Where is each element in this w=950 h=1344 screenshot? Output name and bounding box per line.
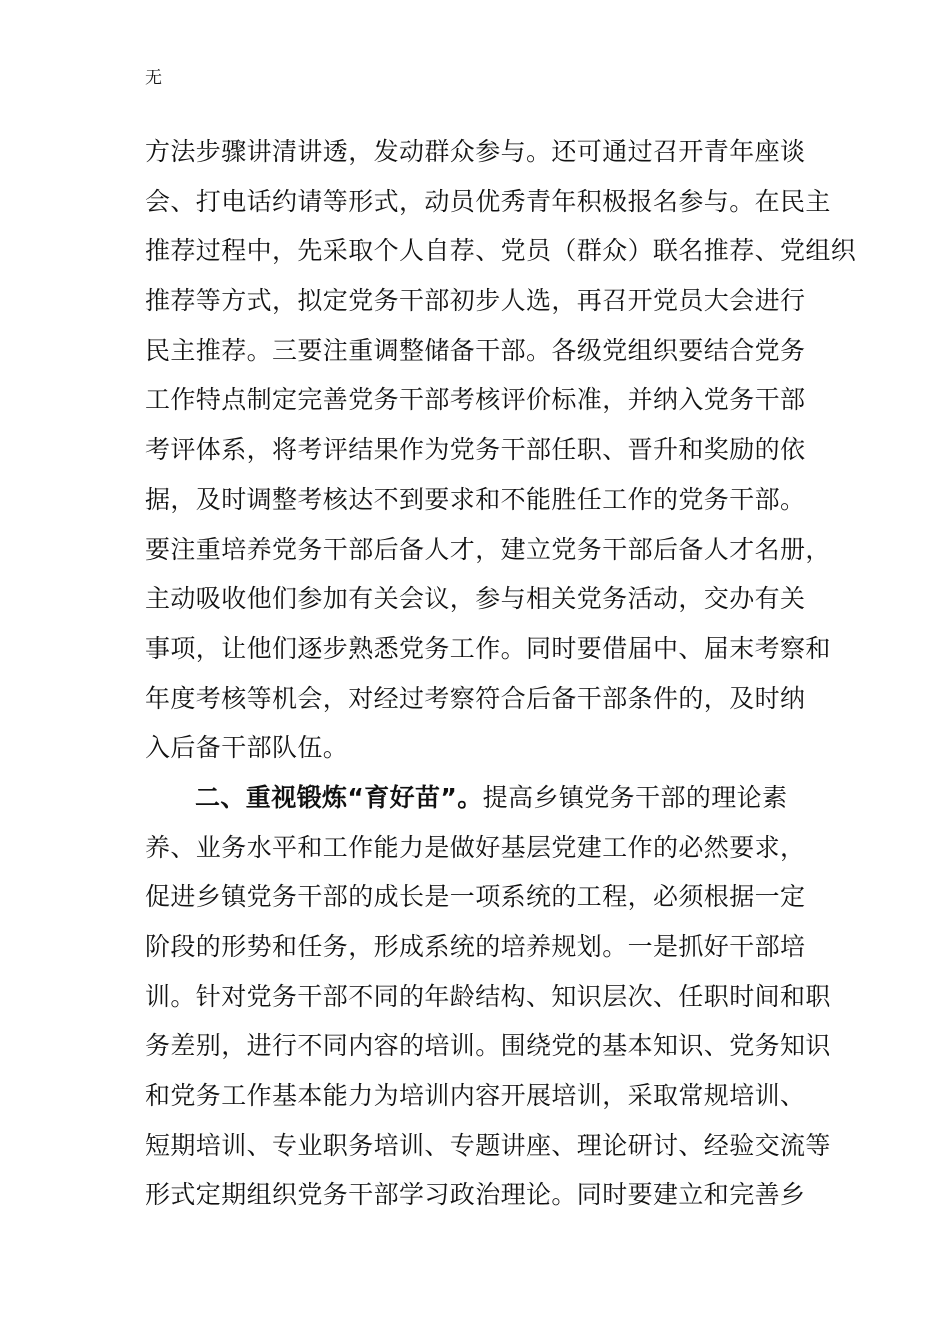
text-line: 形式定期组织党务干部学习政治理论。同时要建立和完善乡 <box>145 1180 806 1210</box>
text-line: 短期培训、专业职务培训、专题讲座、理论研讨、经验交流等 <box>145 1130 831 1160</box>
text-line: 民主推荐。三要注重调整储备干部。各级党组织要结合党务 <box>145 335 806 365</box>
text-line: 和党务工作基本能力为培训内容开展培训，采取常规培训、 <box>145 1081 806 1111</box>
text-line: 入后备干部队伍。 <box>145 733 349 763</box>
text-line: 务差别，进行不同内容的培训。围绕党的基本知识、党务知识 <box>145 1031 831 1061</box>
document-body <box>145 127 857 1220</box>
text-line: 推荐过程中，先采取个人自荐、党员（群众）联名推荐、党组织 <box>145 236 857 266</box>
text-line: 考评体系，将考评结果作为党务干部任职、晋升和奖励的依 <box>145 435 806 465</box>
text-line: 促进乡镇党务干部的成长是一项系统的工程，必须根据一定 <box>145 882 806 912</box>
text-line: 年度考核等机会，对经过考察符合后备干部条件的，及时纳 <box>145 683 806 713</box>
text-line: 养、业务水平和工作能力是做好基层党建工作的必然要求， <box>145 832 806 862</box>
text-line: 事项，让他们逐步熟悉党务工作。同时要借届中、届末考察和 <box>145 633 831 663</box>
text-line: 推荐等方式，拟定党务干部初步人选，再召开党员大会进行 <box>145 286 806 316</box>
text-line: 主动吸收他们参加有关会议，参与相关党务活动，交办有关 <box>145 584 806 614</box>
text-line: 据，及时调整考核达不到要求和不能胜任工作的党务干部。 <box>145 484 806 514</box>
text-line: 要注重培养党务干部后备人才，建立党务干部后备人才名册， <box>145 534 831 564</box>
text-line: 工作特点制定完善党务干部考核评价标准，并纳入党务干部 <box>145 385 806 415</box>
paragraph-1 <box>145 127 857 773</box>
text-line: 训。针对党务干部不同的年龄结构、知识层次、任职时间和职 <box>145 981 831 1011</box>
text-line <box>145 773 815 823</box>
paragraph-2 <box>145 773 831 1220</box>
text-line: 会、打电话约请等形式，动员优秀青年积极报名参与。在民主 <box>145 186 831 216</box>
heading-line-text: 提高乡镇党务干部的理论素 <box>482 782 788 812</box>
text-line: 阶段的形势和任务，形成系统的培养规划。一是抓好干部培 <box>145 932 806 961</box>
text-line: 方法步骤讲清讲透，发动群众参与。还可通过召开青年座谈 <box>145 137 806 166</box>
section-heading: 二、重视锻炼“育好苗”。 <box>195 782 483 812</box>
page-header: 无 <box>145 68 162 88</box>
